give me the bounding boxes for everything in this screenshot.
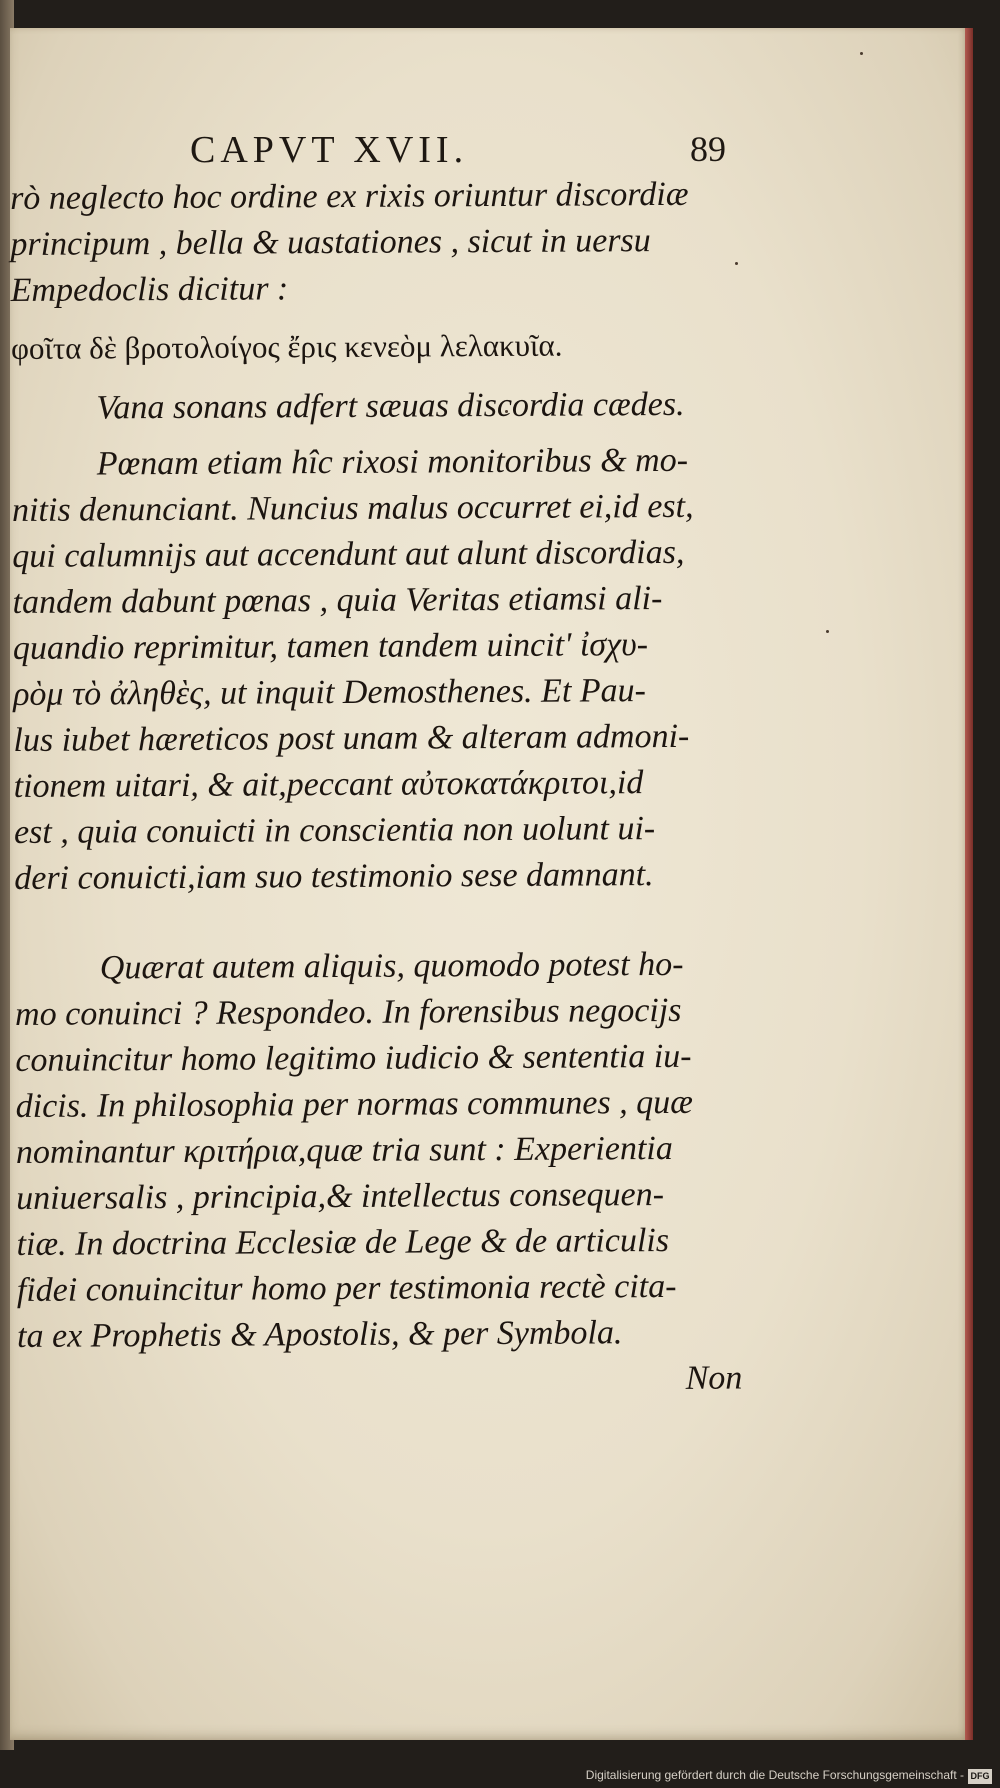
main-text	[10, 172, 743, 1406]
text-line: rò neglecto hoc ordine ex rixis oriuntur discordiæ	[10, 175, 689, 217]
text-line: dicis. In philosophia per normas communes , quæ	[15, 1083, 693, 1125]
text-line: tiæ. In doctrina Ecclesiæ de Lege & de articulis	[16, 1221, 670, 1263]
page-number: 89	[690, 129, 726, 169]
text-line: nominantur κριτήρια,quæ tria sunt : Experientia	[15, 1129, 673, 1171]
greek-quotation: φοῖτα δὲ βροτολοίγος ἔρις κενεὸμ λελακυῖα.	[10, 327, 563, 366]
text-line: mo conuinci ? Respondeo. In forensibus negocijs	[15, 991, 682, 1033]
text-line: fidei conuincitur homo per testimonia rectè cita-	[16, 1267, 677, 1309]
text-line: tandem dabunt pœnas , quia Veritas etiamsi ali-	[12, 580, 663, 621]
latin-quotation: Vana sonans adfert sæuas discordia cædes.	[96, 385, 685, 427]
text-line: nitis denunciant. Nuncius malus occurret ei,id est,	[11, 487, 694, 529]
text-line: conuincitur homo legitimo iudicio & sententia iu-	[15, 1037, 692, 1079]
text-line: tionem uitari, & ait,peccant αὐτοκατάκριτοι,id	[13, 764, 644, 805]
text-line: qui calumnijs aut accendunt aut alunt discordias,	[12, 533, 685, 575]
text-line: principum , bella & uastationes , sicut in uersu	[10, 222, 651, 263]
dfg-logo: DFG	[968, 1769, 992, 1784]
text-line: Empedoclis dicitur :	[10, 270, 289, 309]
text-line: deri conuicti,iam suo testimonio sese damnant.	[14, 856, 654, 897]
digitization-note: Digitalisierung gefördert durch die Deutsche Forschungsgemeinschaft -	[585, 1768, 964, 1782]
paper-speck	[860, 52, 863, 55]
text-line: ρὸμ τὸ ἀληθὲς, ut inquit Demosthenes. Et Pau-	[13, 672, 647, 713]
text-line: uniuersalis , principia,& intellectus consequen-	[16, 1176, 665, 1217]
paragraph-gap	[14, 898, 739, 946]
text-line: ta ex Prophetis & Apostolis, & per Symbola.	[16, 1314, 623, 1355]
catchword: Non	[685, 1359, 743, 1397]
text-line: Pœnam etiam hîc rixosi monitoribus & mo-	[96, 441, 689, 483]
text-line: lus iubet hæreticos post unam & alteram admoni-	[13, 717, 690, 759]
text-line: quandio reprimitur, tamen tandem uincit' ἰσχυ-	[12, 626, 649, 667]
running-head: CAPVT XVII.	[190, 129, 469, 171]
text-line: Quærat autem aliquis, quomodo potest ho-	[99, 945, 684, 987]
text-line: est , quia conuicti in conscientia non uolunt ui-	[13, 810, 656, 851]
page-edge-red	[965, 28, 973, 1740]
paper-speck	[826, 630, 829, 633]
